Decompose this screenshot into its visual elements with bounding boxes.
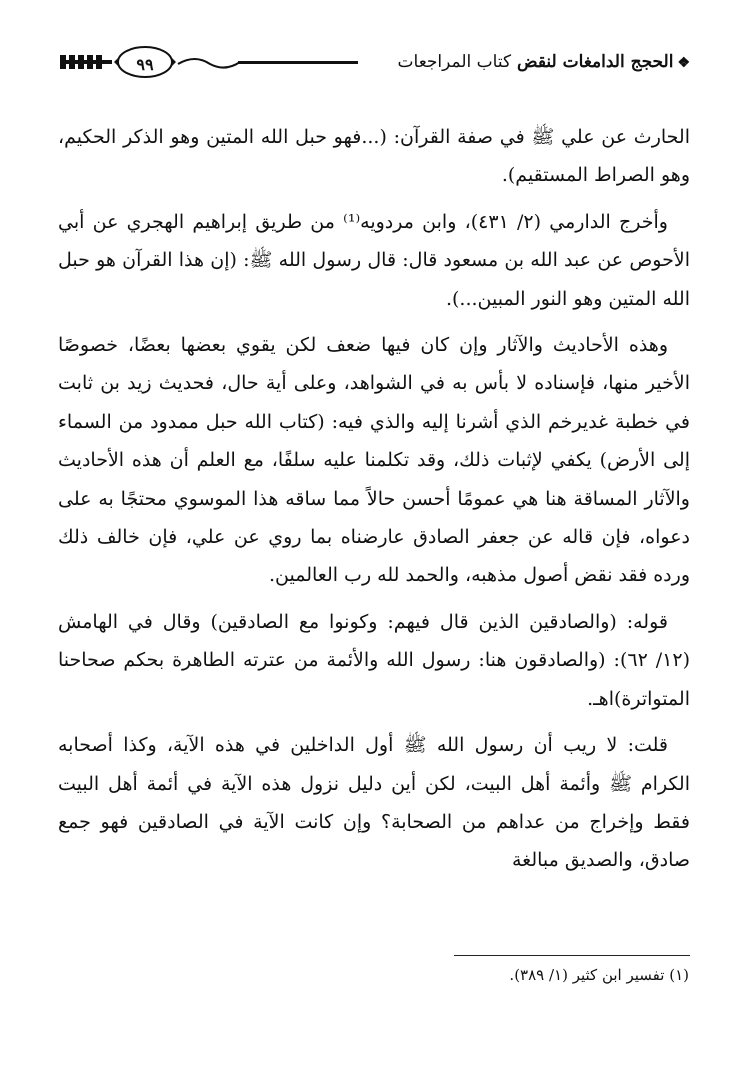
- footnote: (١) تفسير ابن كثير (١/ ٣٨٩).: [509, 966, 689, 984]
- running-title: [398, 52, 690, 72]
- main-text: [58, 118, 690, 888]
- ornament-icon: ❖: [677, 55, 690, 71]
- book-subtitle: كتاب المراجعات: [397, 52, 512, 72]
- paragraph: قلت: لا ريب أن رسول الله ﷺ أول الداخلين في هذه الآية، وكذا أصحابه الكرام ﷺ وأئمة أهل البيت، لكن أين دليل نزول هذه الآية في أئمة أهل البيت فقط وإخراج من عداهم من الصحابة؟ وإن كانت الآية في الصادقين فهو جمع صادق، والصديق مبالغة: [58, 734, 690, 872]
- book-title: الحجج الدامغات لنقض: [517, 52, 674, 72]
- paragraph: وأخرج الدارمي (٢/ ٤٣١)، وابن مردويه⁽¹⁾ من طريق إبراهيم الهجري عن أبي الأحوص عن عبد الله بن مسعود قال: قال رسول الله ﷺ: (إن هذا القرآن هو حبل الله المتين وهو النور المبين...).: [58, 210, 690, 310]
- page-number: ٩٩: [136, 55, 154, 74]
- paragraph: وهذه الأحاديث والآثار وإن كان فيها ضعف لكن يقوي بعضها بعضًا، خصوصًا الأخير منها، فإسناده لا بأس به في الشواهد، وعلى أية حال، فحديث زيد بن ثابت في خطبة غديرخم الذي أشرنا إليه والذي فيه: (كتاب الله حبل ممدود من السماء إلى الأرض) يكفي لإثبات ذلك، وقد تكلمنا عليه سلفًا، مع العلم أن هذه الأحاديث والآثار المساقة هنا هي عمومًا أحسن حالاً مما ساقه هذا الموسوي محتجًا به على دعواه، فإن قاله عن جعفر الصادق عارضناه بما روي عن علي، فإن خالف ذلك ورده فقد نقض أصول مذهبه، والحمد لله رب العالمين.: [58, 334, 690, 587]
- page-header: [60, 42, 690, 82]
- paragraph: الحارث عن علي ﷺ في صفة القرآن: (...فهو حبل الله المتين وهو الذكر الحكيم، وهو الصراط المستقيم).: [58, 126, 690, 187]
- paragraph: قوله: (والصادقين الذين قال فيهم: وكونوا مع الصادقين) وقال في الهامش (١٢/ ٦٢): (والصادقون هنا: رسول الله والأئمة من عترته الطاهرة بحكم صحاحنا المتواترة)اهـ.: [58, 610, 690, 710]
- footnote-divider: [454, 955, 690, 956]
